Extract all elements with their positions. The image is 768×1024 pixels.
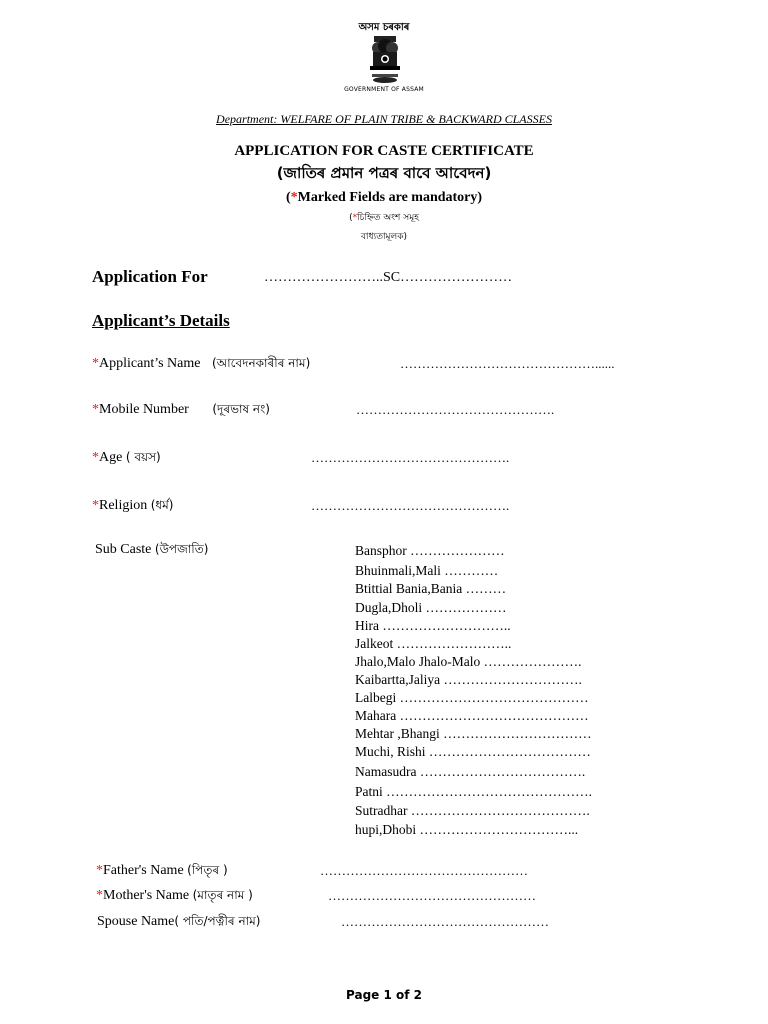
subcaste-option[interactable]: hupi,Dhobi ……………………………... [355, 822, 579, 837]
mandatory-star: * [290, 190, 298, 205]
subcaste-option[interactable]: Hira ……………………….. [355, 618, 511, 633]
religion-field[interactable]: ………………………………………. [311, 498, 510, 513]
page-number: Page 1 of 2 [346, 988, 422, 1002]
subcaste-label: Sub Caste (উপজাতি) [95, 542, 209, 557]
subcaste-option[interactable]: Jhalo,Malo Jhalo-Malo …………………. [355, 654, 582, 669]
emblem-title: অসম চৰকাৰ [358, 22, 410, 33]
age-field[interactable]: ………………………………………. [311, 450, 510, 465]
subcaste-option[interactable]: Jalkeot …………………….. [355, 636, 512, 651]
mandatory-note-bengali-2: বাধ্যতামূলক) [360, 232, 408, 242]
mother-name-label: *Mother's Name (মাতৃৰ নাম ) [96, 888, 253, 903]
government-label: GOVERNMENT OF ASSAM [344, 86, 424, 93]
subcaste-option[interactable]: Dugla,Dholi ……………… [355, 600, 507, 615]
spouse-name-label: Spouse Name( পতি/পত্নীৰ নাম) [97, 914, 261, 929]
mobile-label: *Mobile Number (দূৰভাষ নং) [92, 402, 270, 417]
mother-name-field[interactable]: ………………………………………… [328, 888, 536, 903]
subcaste-option[interactable]: Kaibartta,Jaliya …………………………. [355, 672, 582, 687]
subcaste-option[interactable]: Mehtar ,Bhangi …………………………… [355, 726, 592, 741]
subcaste-option[interactable]: Muchi, Rishi ……………………………… [355, 744, 591, 759]
subcaste-option[interactable]: Bansphor ………………… [355, 543, 505, 558]
religion-label: *Religion (ধৰ্ম) [92, 498, 174, 513]
subcaste-option[interactable]: Namasudra ………………………………. [355, 764, 586, 779]
subcaste-option[interactable]: Sutradhar …………………………………. [355, 803, 590, 818]
spouse-name-field[interactable]: ………………………………………… [341, 914, 549, 929]
form-title: APPLICATION FOR CASTE CERTIFICATE [234, 143, 534, 159]
mandatory-note-bengali-1: (*চিহ্নিত অংশ সমূহ [349, 213, 419, 223]
applicant-name-field[interactable]: ………………………………………...... [400, 356, 615, 371]
applicant-name-label: *Applicant’s Name (আবেদনকাৰীৰ নাম) [92, 356, 311, 371]
mobile-field[interactable]: ………………………………………. [356, 402, 555, 417]
subcaste-option[interactable]: Patni ………………………………………. [355, 784, 593, 799]
form-title-bengali: (জাতিৰ প্ৰমান পত্ৰৰ বাবে আবেদন) [276, 164, 492, 182]
mandatory-open: ( [285, 190, 291, 205]
subcaste-option[interactable]: Lalbegi …………………………………… [355, 690, 589, 705]
mandatory-note [0, 190, 768, 206]
application-for-value[interactable]: ……………………..SC…………………… [264, 270, 513, 285]
subcaste-option[interactable]: Btittial Bania,Bania ……… [355, 581, 507, 596]
ashoka-emblem-icon [364, 32, 406, 84]
section-title: Applicant’s Details [92, 311, 230, 330]
father-name-field[interactable]: ………………………………………… [320, 863, 528, 878]
department-line: Department: WELFARE OF PLAIN TRIBE & BACKWARD CLASSES [216, 112, 552, 126]
subcaste-option[interactable]: Bhuinmali,Mali ………… [355, 563, 499, 578]
age-label: *Age ( বয়স) [92, 450, 161, 465]
application-for-label: Application For [92, 267, 208, 286]
father-name-label: *Father's Name (পিতৃৰ ) [96, 863, 228, 878]
mandatory-text: Marked Fields are mandatory) [297, 190, 483, 205]
subcaste-option[interactable]: Mahara …………………………………… [355, 708, 589, 723]
